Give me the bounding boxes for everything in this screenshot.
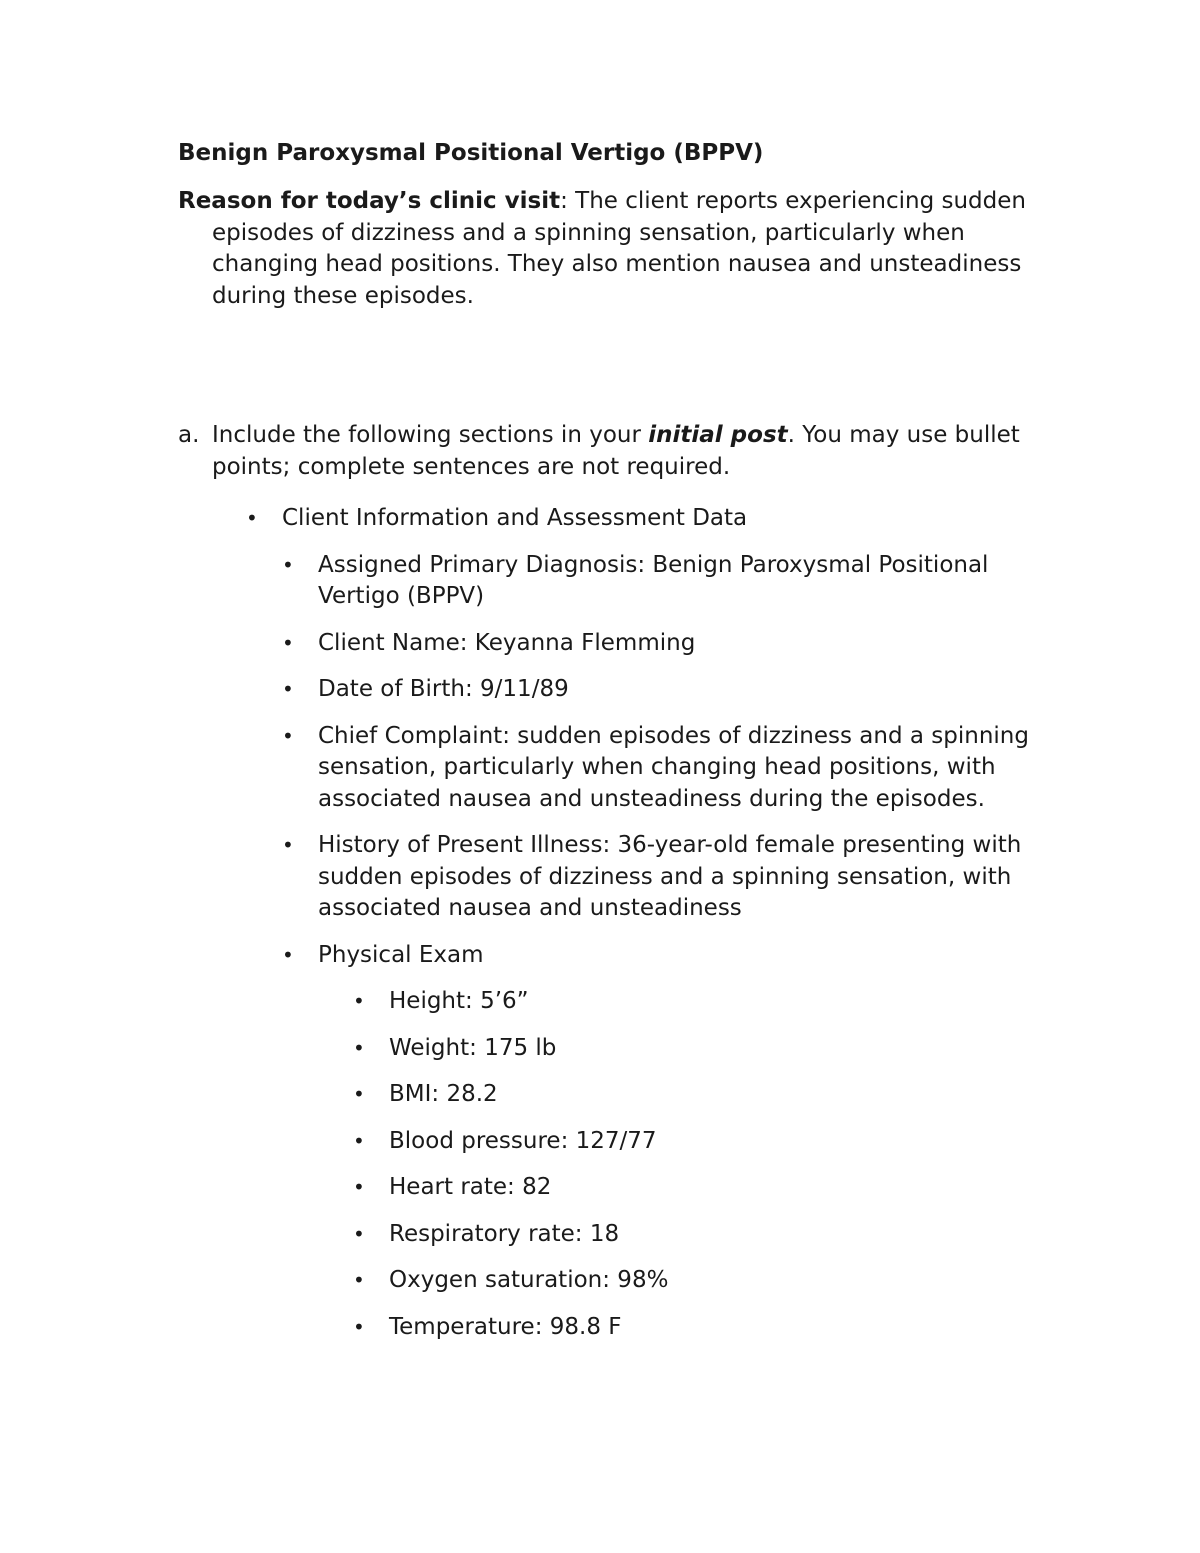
respiratory-rate-item: Respiratory rate: 18 <box>389 1220 620 1247</box>
item-a-text-before: Include the following sections in your <box>212 422 649 448</box>
temperature-item: Temperature: 98.8 F <box>389 1313 622 1340</box>
list-item <box>282 628 1058 660</box>
list-item <box>282 940 1058 1344</box>
details-list <box>248 550 1058 1344</box>
list-item <box>282 721 1058 816</box>
list-item <box>353 1079 1058 1111</box>
reason-paragraph <box>178 186 1058 312</box>
bullet-icon: • <box>282 630 294 655</box>
physical-exam-list <box>318 986 1058 1343</box>
reason-label: Reason for today’s clinic visit <box>178 188 561 214</box>
bullet-icon: • <box>353 1268 365 1292</box>
date-of-birth-item: Date of Birth: 9/11/89 <box>318 676 569 702</box>
bullet-icon: • <box>353 1314 365 1339</box>
blood-pressure-item: Blood pressure: 127/77 <box>389 1127 657 1154</box>
section-heading: Client Information and Assessment Data <box>282 505 748 531</box>
bullet-icon: • <box>246 506 258 530</box>
list-item <box>353 1219 1058 1251</box>
level-1-list <box>178 503 1058 1343</box>
bullet-icon: • <box>353 989 365 1013</box>
bullet-list-container <box>178 488 1058 1343</box>
heart-rate-item: Heart rate: 82 <box>389 1174 552 1200</box>
bullet-icon: • <box>282 552 294 577</box>
reason-colon: : <box>560 188 568 214</box>
list-item <box>353 986 1058 1018</box>
chief-complaint-item: Chief Complaint: sudden episodes of dizziness and a spinning sensation, particularly when changing head positions, with associated nausea and unsteadiness during the episodes. <box>318 722 1029 812</box>
reason-text: The client reports experiencing sudden episodes of dizziness and a spinning sensation, particularly when changing head positions. They also mention nausea and unsteadiness during these episodes. <box>212 188 1026 309</box>
bullet-icon: • <box>282 833 294 857</box>
list-item <box>353 1172 1058 1204</box>
bullet-icon: • <box>353 1128 365 1153</box>
list-item <box>282 550 1058 613</box>
diagnosis-item: Assigned Primary Diagnosis: Benign Paroxysmal Positional Vertigo (BPPV) <box>318 551 989 609</box>
initial-post-emphasis: initial post <box>648 422 788 448</box>
height-item: Height: 5’6” <box>389 988 529 1014</box>
history-item: History of Present Illness: 36-year-old female presenting with sudden episodes of dizziness and a spinning sensation, with associated nausea and unsteadiness <box>318 832 1022 921</box>
list-item <box>282 674 1058 706</box>
item-a-text-after: . You may use bullet points; complete sentences are not required. <box>212 422 1020 480</box>
bullet-icon: • <box>282 677 294 701</box>
bullet-icon: • <box>353 1175 365 1199</box>
bullet-icon: • <box>353 1221 365 1246</box>
bullet-icon: • <box>353 1035 365 1060</box>
list-item-a <box>178 420 1058 483</box>
blank-space <box>178 312 1058 420</box>
list-item <box>353 1126 1058 1158</box>
list-item <box>246 503 1058 1343</box>
list-item <box>282 830 1058 925</box>
bmi-item: BMI: 28.2 <box>389 1081 498 1107</box>
list-item <box>353 1312 1058 1344</box>
oxygen-saturation-item: Oxygen saturation: 98% <box>389 1267 669 1293</box>
bullet-icon: • <box>353 1082 365 1106</box>
physical-exam-heading: Physical Exam <box>318 941 484 968</box>
bullet-icon: • <box>282 942 294 967</box>
weight-item: Weight: 175 lb <box>389 1034 557 1061</box>
list-marker-a: a. <box>178 422 200 448</box>
list-item <box>353 1265 1058 1297</box>
list-item <box>353 1033 1058 1065</box>
document-title: Benign Paroxysmal Positional Vertigo (BPPV) <box>178 140 764 166</box>
document-page <box>178 138 1058 483</box>
bullet-icon: • <box>282 723 294 748</box>
client-name-item: Client Name: Keyanna Flemming <box>318 629 696 656</box>
